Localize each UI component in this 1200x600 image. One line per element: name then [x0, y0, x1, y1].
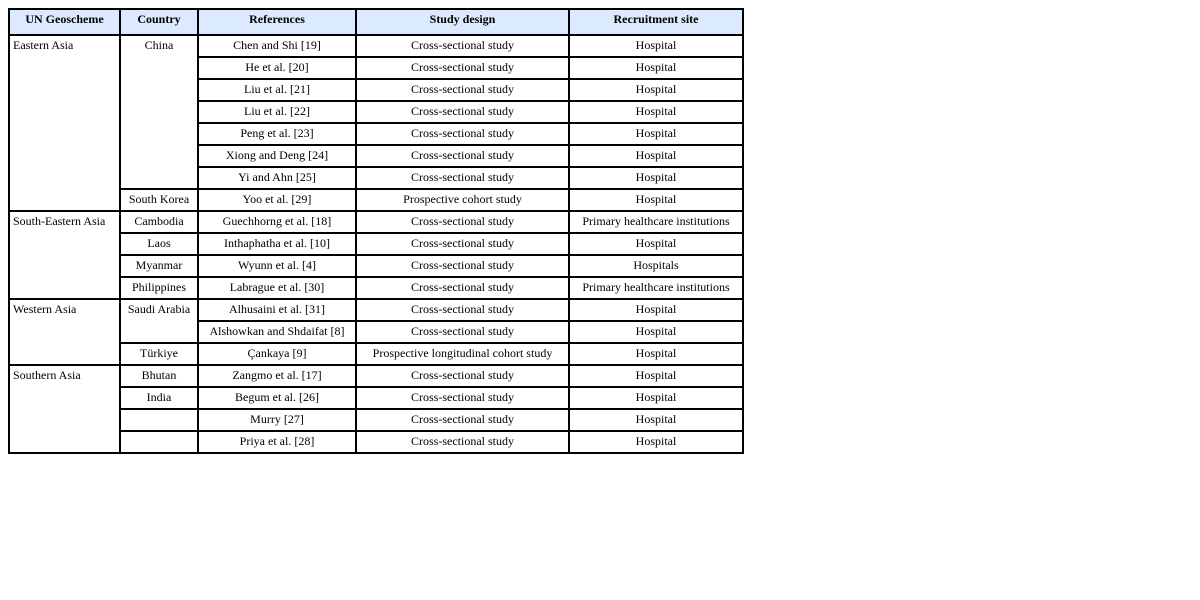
region-cell: Western Asia	[9, 299, 120, 365]
reference-cell: Çankaya [9]	[198, 343, 356, 365]
recruitment-site-cell: Hospital	[569, 431, 743, 453]
country-cell: Türkiye	[120, 343, 198, 365]
reference-cell: Inthaphatha et al. [10]	[198, 233, 356, 255]
country-cell: Laos	[120, 233, 198, 255]
table-row	[9, 211, 743, 233]
recruitment-site-cell: Hospital	[569, 343, 743, 365]
study-design-cell: Cross-sectional study	[356, 167, 569, 189]
study-design-cell: Cross-sectional study	[356, 277, 569, 299]
recruitment-site-cell: Hospital	[569, 145, 743, 167]
reference-cell: Liu et al. [22]	[198, 101, 356, 123]
header-study-design: Study design	[356, 9, 569, 35]
reference-cell: Alhusaini et al. [31]	[198, 299, 356, 321]
table-row	[9, 299, 743, 321]
recruitment-site-cell: Primary healthcare institutions	[569, 277, 743, 299]
reference-cell: He et al. [20]	[198, 57, 356, 79]
reference-cell: Yoo et al. [29]	[198, 189, 356, 211]
recruitment-site-cell: Hospitals	[569, 255, 743, 277]
table-row	[9, 343, 743, 365]
studies-table	[8, 8, 744, 454]
region-cell: Eastern Asia	[9, 35, 120, 211]
reference-cell: Alshowkan and Shdaifat [8]	[198, 321, 356, 343]
country-cell: China	[120, 35, 198, 189]
country-cell: Philippines	[120, 277, 198, 299]
reference-cell: Xiong and Deng [24]	[198, 145, 356, 167]
reference-cell: Guechhorng et al. [18]	[198, 211, 356, 233]
table-row	[9, 431, 743, 453]
table-row	[9, 409, 743, 431]
recruitment-site-cell: Hospital	[569, 189, 743, 211]
table-row	[9, 189, 743, 211]
table-row	[9, 255, 743, 277]
study-design-cell: Cross-sectional study	[356, 299, 569, 321]
study-design-cell: Cross-sectional study	[356, 123, 569, 145]
table-row	[9, 365, 743, 387]
reference-cell: Labrague et al. [30]	[198, 277, 356, 299]
study-design-cell: Cross-sectional study	[356, 255, 569, 277]
table-row	[9, 233, 743, 255]
reference-cell: Chen and Shi [19]	[198, 35, 356, 57]
table-row	[9, 277, 743, 299]
region-cell: South-Eastern Asia	[9, 211, 120, 299]
header-un-geoscheme: UN Geoscheme	[9, 9, 120, 35]
header-references: References	[198, 9, 356, 35]
table-row	[9, 35, 743, 57]
recruitment-site-cell: Hospital	[569, 35, 743, 57]
country-cell: Bhutan	[120, 365, 198, 387]
recruitment-site-cell: Primary healthcare institutions	[569, 211, 743, 233]
recruitment-site-cell: Hospital	[569, 167, 743, 189]
country-cell-empty	[120, 409, 198, 431]
recruitment-site-cell: Hospital	[569, 409, 743, 431]
country-cell: Myanmar	[120, 255, 198, 277]
recruitment-site-cell: Hospital	[569, 365, 743, 387]
table-header-row	[9, 9, 743, 35]
study-design-cell: Cross-sectional study	[356, 321, 569, 343]
recruitment-site-cell: Hospital	[569, 299, 743, 321]
reference-cell: Priya et al. [28]	[198, 431, 356, 453]
reference-cell: Murry [27]	[198, 409, 356, 431]
country-cell: Saudi Arabia	[120, 299, 198, 343]
region-cell: Southern Asia	[9, 365, 120, 453]
study-design-cell: Cross-sectional study	[356, 145, 569, 167]
reference-cell: Yi and Ahn [25]	[198, 167, 356, 189]
study-design-cell: Cross-sectional study	[356, 57, 569, 79]
recruitment-site-cell: Hospital	[569, 387, 743, 409]
reference-cell: Zangmo et al. [17]	[198, 365, 356, 387]
country-cell-empty	[120, 431, 198, 453]
reference-cell: Wyunn et al. [4]	[198, 255, 356, 277]
country-cell: South Korea	[120, 189, 198, 211]
reference-cell: Liu et al. [21]	[198, 79, 356, 101]
recruitment-site-cell: Hospital	[569, 101, 743, 123]
study-design-cell: Cross-sectional study	[356, 35, 569, 57]
header-recruitment-site: Recruitment site	[569, 9, 743, 35]
study-design-cell: Cross-sectional study	[356, 233, 569, 255]
recruitment-site-cell: Hospital	[569, 79, 743, 101]
study-design-cell: Cross-sectional study	[356, 387, 569, 409]
study-design-cell: Cross-sectional study	[356, 211, 569, 233]
recruitment-site-cell: Hospital	[569, 123, 743, 145]
country-cell: India	[120, 387, 198, 409]
country-cell: Cambodia	[120, 211, 198, 233]
study-design-cell: Cross-sectional study	[356, 79, 569, 101]
recruitment-site-cell: Hospital	[569, 57, 743, 79]
study-design-cell: Cross-sectional study	[356, 101, 569, 123]
reference-cell: Peng et al. [23]	[198, 123, 356, 145]
study-design-cell: Prospective cohort study	[356, 189, 569, 211]
recruitment-site-cell: Hospital	[569, 233, 743, 255]
study-design-cell: Cross-sectional study	[356, 365, 569, 387]
study-design-cell: Cross-sectional study	[356, 431, 569, 453]
study-design-cell: Prospective longitudinal cohort study	[356, 343, 569, 365]
recruitment-site-cell: Hospital	[569, 321, 743, 343]
reference-cell: Begum et al. [26]	[198, 387, 356, 409]
study-design-cell: Cross-sectional study	[356, 409, 569, 431]
header-country: Country	[120, 9, 198, 35]
table-row	[9, 387, 743, 409]
